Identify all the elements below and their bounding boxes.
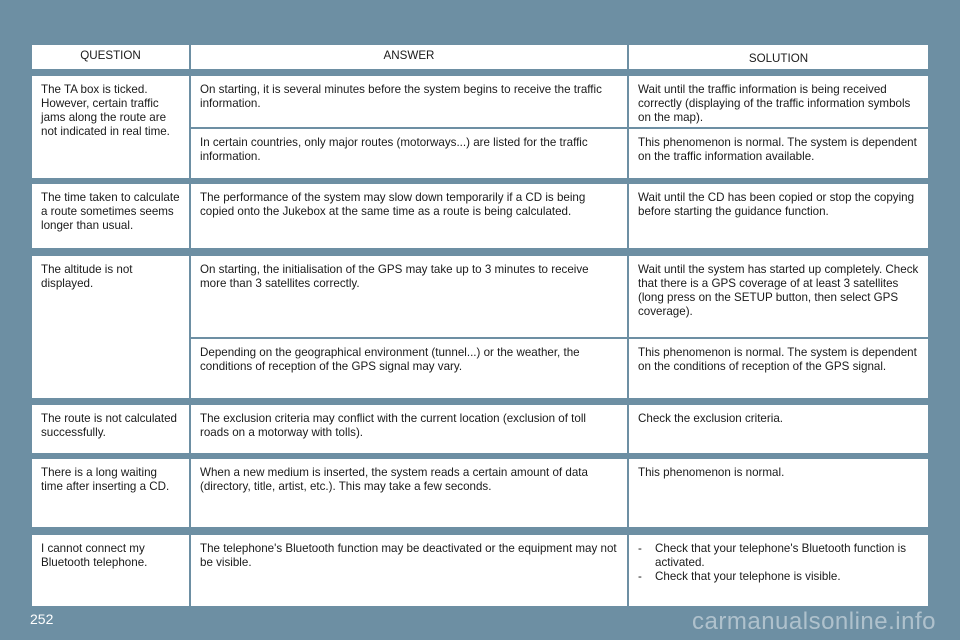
question-cell: The time taken to calculate a route sometimes seems longer than usual.	[32, 184, 189, 248]
solution-cell: Check the exclusion criteria.	[629, 405, 928, 453]
solution-cell: Wait until the system has started up completely. Check that there is a GPS coverage of at least 3 satellites (long press on the SETUP button, then select GPS coverage).	[629, 256, 928, 337]
solution-cell: This phenomenon is normal. The system is dependent on the traffic information available.	[629, 129, 928, 178]
solution-list-item: - Check that your telephone's Bluetooth function is activated.	[638, 542, 919, 570]
header-answer: ANSWER	[191, 45, 627, 69]
question-cell: The TA box is ticked. However, certain traffic jams along the route are not indicated in real time.	[32, 76, 189, 178]
solution-list-item: - Check that your telephone is visible.	[638, 570, 919, 584]
header-question: QUESTION	[32, 45, 189, 69]
answer-cell: On starting, the initialisation of the GPS may take up to 3 minutes to receive more than 3 satellites correctly.	[191, 256, 627, 337]
solution-cell: This phenomenon is normal. The system is dependent on the conditions of reception of the GPS signal.	[629, 339, 928, 398]
question-cell: I cannot connect my Bluetooth telephone.	[32, 535, 189, 606]
solution-cell: This phenomenon is normal.	[629, 459, 928, 527]
question-cell: There is a long waiting time after inserting a CD.	[32, 459, 189, 527]
answer-cell: In certain countries, only major routes (motorways...) are listed for the traffic information.	[191, 129, 627, 178]
header-solution: SOLUTION	[629, 45, 928, 69]
solution-cell: Wait until the traffic information is being received correctly (displaying of the traffic information symbols on the map).	[629, 76, 928, 127]
answer-cell: Depending on the geographical environment (tunnel...) or the weather, the conditions of reception of the GPS signal may vary.	[191, 339, 627, 398]
solution-cell: Wait until the CD has been copied or stop the copying before starting the guidance function.	[629, 184, 928, 248]
page-number: 252	[30, 611, 54, 627]
question-cell: The altitude is not displayed.	[32, 256, 189, 398]
answer-cell: When a new medium is inserted, the system reads a certain amount of data (directory, title, artist, etc.). This may take a few seconds.	[191, 459, 627, 527]
answer-cell: The exclusion criteria may conflict with the current location (exclusion of toll roads on a motorway with tolls).	[191, 405, 627, 453]
answer-cell: On starting, it is several minutes before the system begins to receive the traffic information.	[191, 76, 627, 127]
question-cell: The route is not calculated successfully.	[32, 405, 189, 453]
answer-cell: The performance of the system may slow down temporarily if a CD is being copied onto the Jukebox at the same time as a route is being calculated.	[191, 184, 627, 248]
solution-cell	[629, 535, 928, 606]
answer-cell: The telephone's Bluetooth function may be deactivated or the equipment may not be visible.	[191, 535, 627, 606]
watermark-text: carmanualsonline.info	[692, 608, 936, 635]
solution-list	[638, 542, 919, 584]
